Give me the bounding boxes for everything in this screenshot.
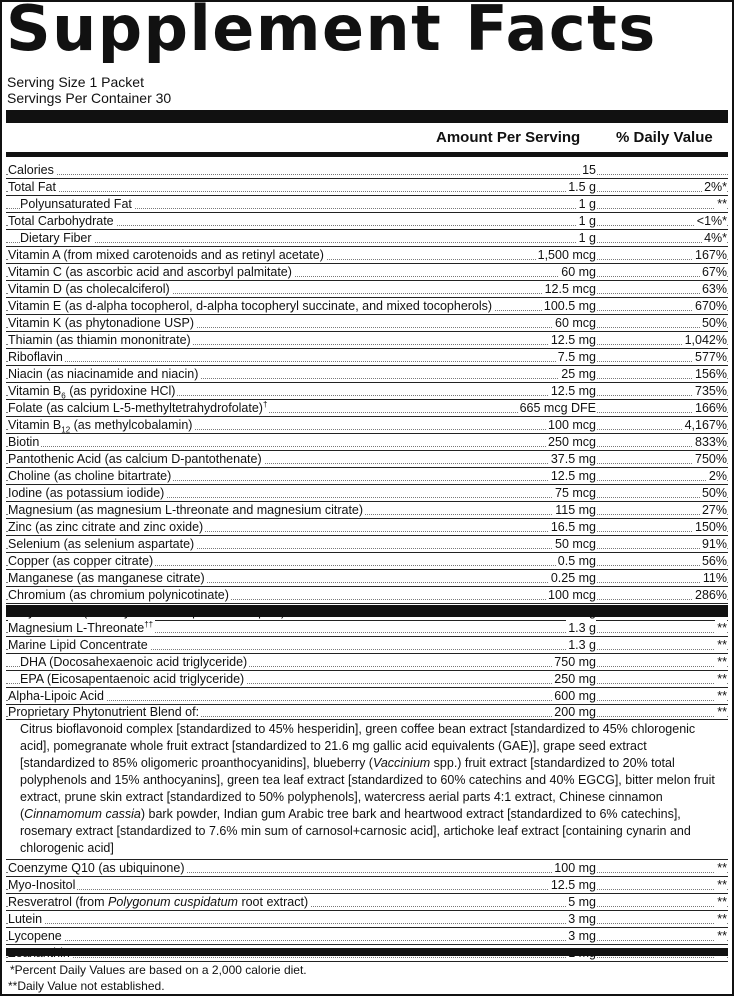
nutrient-daily-value: 4,167% [684, 418, 727, 432]
nutrient-row-folate [6, 400, 728, 417]
nutrient-row-riboflavin [6, 349, 728, 366]
ingredient-label: Coenzyme Q10 (as ubiquinone) [8, 861, 185, 875]
nutrient-daily-value: 286% [695, 588, 727, 602]
nutrient-daily-value: 11% [702, 571, 727, 585]
nutrient-amount: 0.25 mg [550, 571, 596, 585]
nutrient-label: Iodine (as potassium iodide) [8, 486, 165, 500]
ingredient-row-marine-lipid [6, 637, 728, 654]
ingredient-daily-value: ** [717, 861, 727, 875]
nutrient-row-vitamin-d [6, 281, 728, 298]
amount-per-serving-header: Amount Per Serving [436, 129, 581, 146]
ingredient-label: Magnesium L-Threonate†† [8, 619, 154, 635]
nutrient-daily-value: 670% [695, 299, 727, 313]
nutrient-row-vitamin-b12 [6, 417, 728, 434]
nutrient-row-niacin [6, 366, 728, 383]
nutrient-amount: 60 mcg [555, 316, 596, 330]
blend-description: Citrus bioflavonoid complex [standardized to 45% hesperidin], green coffee bean extract [standardized to 45% chlorogenic acid], pomegranate whole fruit extract [standardized to 21.6 mg gallic acid equivalents (GAE)], grape seed extract [standardized to 85% oligomeric proanthocyanidins], blueberry (Vaccinium spp.) fruit extract [standardized to 20% total polyphenols and 15% anthocyanins], green tea leaf extract [standardized to 60% catechins and 40% EGCG], bitter melon fruit extract, prune skin extract [standardized to 50% polyphenols], watercress aerial parts 4:1 extract, Chinese cinnamon (Cinnamomum cassia) bark powder, Indian gum Arabic tree bark and heartwood extract [standardized to 6% catechins], rosemary extract [standardized to 7.6% min sum of carnosol+carnosic acid], artichoke leaf extract [containing cynarin and chlorogenic acid] [6, 720, 728, 860]
nutrient-daily-value: 27% [701, 503, 727, 517]
nutrient-row-pantothenic-acid [6, 451, 728, 468]
nutrient-amount: 0.5 mg [557, 554, 596, 568]
nutrient-label: Pantothenic Acid (as calcium D-pantothenate) [8, 452, 262, 466]
nutrient-daily-value: 150% [695, 520, 727, 534]
nutrient-row-calories [6, 162, 728, 179]
ingredient-daily-value: ** [717, 638, 727, 652]
nutrient-amount: 665 mcg DFE [519, 401, 596, 415]
ingredient-row-coenzyme-q10 [6, 860, 728, 877]
ingredient-amount: 3 mg [568, 912, 596, 926]
nutrient-amount: 12.5 mg [550, 469, 596, 483]
ingredient-row-phytonutrient-blend [6, 705, 728, 720]
bottom-divider [6, 948, 728, 956]
ingredient-daily-value: ** [717, 705, 727, 719]
nutrient-row-choline [6, 468, 728, 485]
nutrient-row-total-carbohydrate [6, 213, 728, 230]
nutrient-daily-value: 156% [695, 367, 727, 381]
ingredient-label: DHA (Docosahexaenoic acid triglyceride) [20, 655, 248, 669]
ingredient-label: Resveratrol (from Polygonum cuspidatum root extract) [8, 895, 309, 909]
nutrient-daily-value: 167% [695, 248, 727, 262]
nutrient-label: Choline (as choline bitartrate) [8, 469, 172, 483]
ingredient-amount: 100 mg [554, 861, 596, 875]
section-divider [6, 605, 728, 617]
header-divider [6, 152, 728, 157]
ingredient-daily-value: ** [717, 912, 727, 926]
nutrient-label: Riboflavin [8, 350, 63, 364]
nutrient-daily-value: 50% [701, 486, 727, 500]
ingredient-amount: 1.3 g [568, 621, 596, 635]
nutrient-amount: 1.5 g [568, 180, 596, 194]
nutrient-row-vitamin-e [6, 298, 728, 315]
nutrient-label: Polyunsaturated Fat [20, 197, 132, 211]
servings-per-container: Servings Per Container 30 [7, 90, 172, 106]
ingredient-daily-value: ** [717, 689, 727, 703]
ingredient-row-epa [6, 671, 728, 688]
ingredient-label: Myo-Inositol [8, 878, 76, 892]
footnote-not-established: **Daily Value not established. [8, 979, 165, 993]
ingredient-amount: 3 mg [568, 929, 596, 943]
nutrient-daily-value: 56% [701, 554, 727, 568]
nutrient-amount: 1 g [578, 197, 596, 211]
nutrient-row-chromium [6, 587, 728, 604]
nutrient-daily-value: 2% [708, 469, 727, 483]
ingredient-row-lycopene [6, 928, 728, 945]
ingredient-label: Lycopene [8, 929, 62, 943]
footnote-daily-value: *Percent Daily Values are based on a 2,000 calorie diet. [10, 963, 307, 977]
daily-value-header: % Daily Value [616, 129, 713, 146]
nutrient-row-thiamin [6, 332, 728, 349]
nutrient-row-biotin [6, 434, 728, 451]
nutrient-label: Vitamin E (as d-alpha tocopherol, d-alpha tocopheryl succinate, and mixed tocopherols) [8, 299, 493, 313]
nutrient-row-total-fat [6, 179, 728, 196]
nutrient-daily-value: 735% [695, 384, 727, 398]
nutrient-row-manganese [6, 570, 728, 587]
nutrient-label: Manganese (as manganese citrate) [8, 571, 205, 585]
nutrient-row-copper [6, 553, 728, 570]
nutrient-daily-value: 833% [695, 435, 727, 449]
nutrient-amount: 250 mcg [548, 435, 596, 449]
nutrient-amount: 60 mg [561, 265, 596, 279]
nutrient-label: Total Carbohydrate [8, 214, 114, 228]
ingredient-label: Proprietary Phytonutrient Blend of: [8, 705, 200, 719]
nutrient-label: Copper (as copper citrate) [8, 554, 154, 568]
nutrient-label: Calories [8, 163, 54, 177]
panel-title: Supplement Facts [6, 0, 657, 65]
nutrient-amount: 25 mg [561, 367, 596, 381]
nutrient-label: Selenium (as selenium aspartate) [8, 537, 195, 551]
nutrient-amount: 37.5 mg [550, 452, 596, 466]
ingredient-daily-value: ** [717, 672, 727, 686]
nutrient-amount: 1 g [578, 214, 596, 228]
nutrient-row-iodine [6, 485, 728, 502]
nutrient-row-selenium [6, 536, 728, 553]
nutrient-daily-value: 91% [701, 537, 727, 551]
nutrient-label: Biotin [8, 435, 40, 449]
ingredient-amount: 250 mg [554, 672, 596, 686]
ingredient-row-alpha-lipoic-acid [6, 688, 728, 705]
ingredient-amount: 5 mg [568, 895, 596, 909]
nutrient-row-polyunsaturated-fat [6, 196, 728, 213]
ingredient-label: Marine Lipid Concentrate [8, 638, 148, 652]
ingredient-label: EPA (Eicosapentaenoic acid triglyceride) [20, 672, 245, 686]
nutrient-list [6, 162, 728, 621]
ingredient-daily-value: ** [717, 878, 727, 892]
nutrient-amount: 16.5 mg [550, 520, 596, 534]
nutrient-label: Thiamin (as thiamin mononitrate) [8, 333, 191, 347]
other-ingredient-list [6, 620, 728, 962]
ingredient-amount: 750 mg [554, 655, 596, 669]
nutrient-amount: 115 mg [555, 503, 596, 517]
nutrient-daily-value: 4%* [704, 231, 727, 245]
nutrient-label: Vitamin A (from mixed carotenoids and as retinyl acetate) [8, 248, 324, 262]
ingredient-row-myo-inositol [6, 877, 728, 894]
nutrient-amount: 1 g [578, 231, 596, 245]
ingredient-daily-value: ** [717, 895, 727, 909]
nutrient-daily-value: 1,042% [684, 333, 727, 347]
nutrient-amount: 15 [582, 163, 596, 177]
nutrient-label: Total Fat [8, 180, 56, 194]
nutrient-amount: 50 mcg [555, 537, 596, 551]
nutrient-row-magnesium [6, 502, 728, 519]
nutrient-label: Folate (as calcium L-5-methyltetrahydrofolate)† [8, 399, 268, 415]
nutrient-row-vitamin-b6 [6, 383, 728, 400]
ingredient-row-resveratrol [6, 894, 728, 911]
ingredient-row-magnesium-l-threonate [6, 620, 728, 637]
nutrient-label: Zinc (as zinc citrate and zinc oxide) [8, 520, 204, 534]
nutrient-amount: 7.5 mg [557, 350, 596, 364]
ingredient-label: Lutein [8, 912, 43, 926]
nutrient-amount: 1,500 mcg [537, 248, 596, 262]
nutrient-daily-value: <1%* [696, 214, 727, 228]
nutrient-daily-value: 166% [695, 401, 727, 415]
nutrient-daily-value: 67% [701, 265, 727, 279]
nutrient-label: Vitamin D (as cholecalciferol) [8, 282, 170, 296]
nutrient-row-vitamin-c [6, 264, 728, 281]
nutrient-daily-value: ** [717, 197, 727, 211]
nutrient-label: Niacin (as niacinamide and niacin) [8, 367, 199, 381]
nutrient-amount: 75 mcg [555, 486, 596, 500]
nutrient-label: Chromium (as chromium polynicotinate) [8, 588, 229, 602]
ingredient-amount: 1.3 g [568, 638, 596, 652]
nutrient-label: Magnesium (as magnesium L-threonate and magnesium citrate) [8, 503, 364, 517]
ingredient-label: Alpha-Lipoic Acid [8, 689, 104, 703]
nutrient-daily-value: 63% [701, 282, 727, 296]
nutrient-daily-value: 2%* [704, 180, 727, 194]
nutrient-amount: 100 mcg [548, 588, 596, 602]
nutrient-row-vitamin-a [6, 247, 728, 264]
nutrient-row-zinc [6, 519, 728, 536]
ingredient-amount: 200 mg [554, 705, 596, 719]
nutrient-label: Vitamin $B_{12}$ (as methylcobalamin) [8, 418, 193, 435]
nutrient-amount: 12.5 mcg [544, 282, 596, 296]
thick-divider [6, 110, 728, 123]
nutrient-daily-value: 750% [695, 452, 727, 466]
nutrient-daily-value: 577% [695, 350, 727, 364]
nutrient-label: Dietary Fiber [20, 231, 92, 245]
ingredient-daily-value: ** [717, 655, 727, 669]
nutrient-amount: 12.5 mg [550, 384, 596, 398]
ingredient-amount: 600 mg [554, 689, 596, 703]
ingredient-daily-value: ** [717, 621, 727, 635]
nutrient-label: Vitamin $B_6$ (as pyridoxine HCl) [8, 384, 176, 401]
ingredient-daily-value: ** [717, 929, 727, 943]
nutrient-label: Vitamin C (as ascorbic acid and ascorbyl palmitate) [8, 265, 292, 279]
nutrient-row-dietary-fiber [6, 230, 728, 247]
nutrient-amount: 12.5 mg [550, 333, 596, 347]
serving-size: Serving Size 1 Packet [7, 74, 144, 90]
ingredient-row-lutein [6, 911, 728, 928]
nutrient-daily-value: 50% [701, 316, 727, 330]
nutrient-row-vitamin-k [6, 315, 728, 332]
ingredient-row-dha [6, 654, 728, 671]
ingredient-amount: 12.5 mg [550, 878, 596, 892]
nutrient-amount: 100.5 mg [543, 299, 596, 313]
nutrient-label: Vitamin K (as phytonadione USP) [8, 316, 194, 330]
nutrient-amount: 100 mcg [548, 418, 596, 432]
